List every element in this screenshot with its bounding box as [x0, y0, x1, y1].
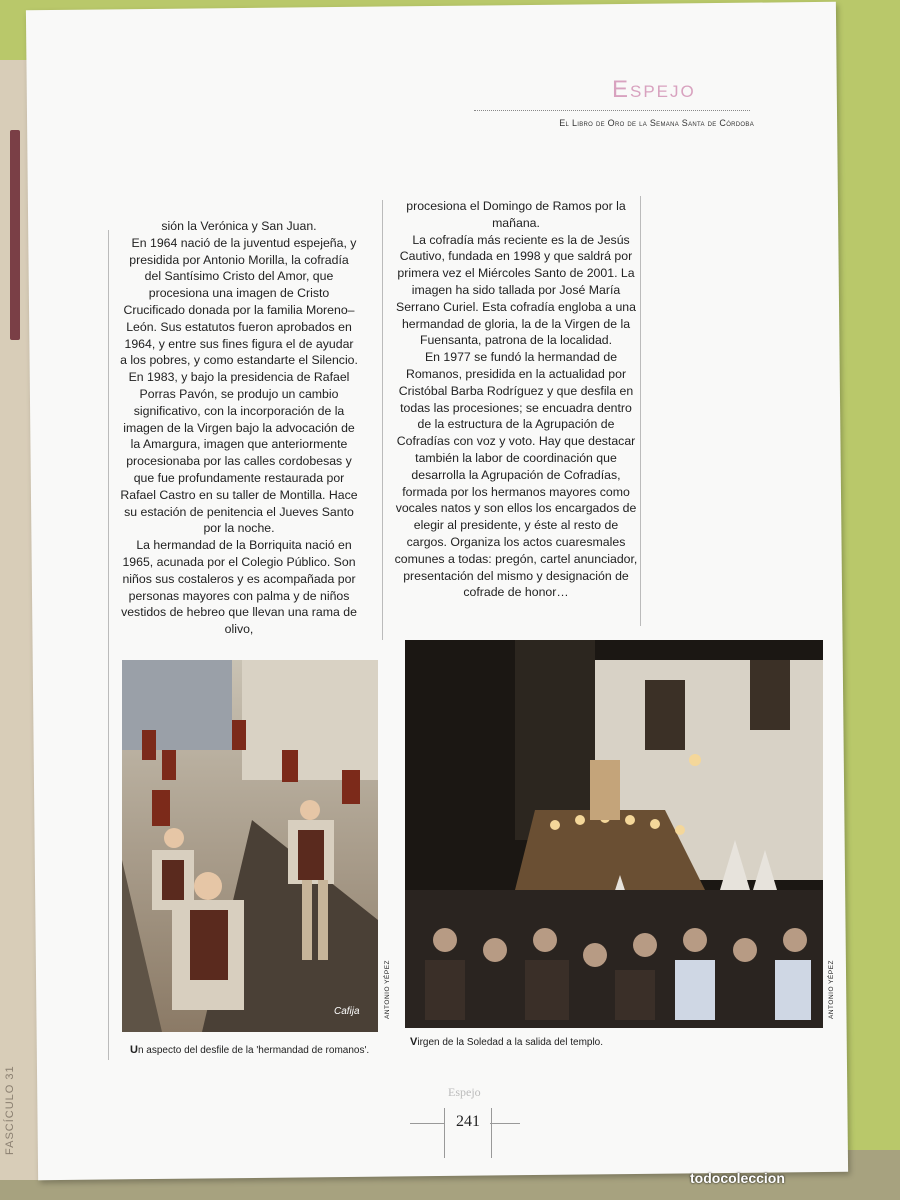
watermark: todocoleccion: [690, 1170, 785, 1186]
photo-virgen-soledad: [405, 640, 823, 1028]
photo-signature: Cafija: [334, 1006, 360, 1017]
spine-label: FASCÍCULO 31: [4, 1065, 16, 1155]
paragraph: En 1964 nació de la juventud espejeña, y presidida por Antonio Morilla, la cofradía del Santísimo Cristo del Amor, que procesiona una imagen de Cristo Crucificado donada por la familia Moreno–León. Sus estatutos fueron aprobados en 1964, y entre sus fines figura el de ayudar a los pobres, y como estandarte el Silencio. En 1983, y bajo la presidencia de Rafael Porras Pavón, se produjo un cambio significativo, con la incorporación de la imagen de la Virgen bajo la advocación de la Amargura, imagen que anteriormente procesionaba por las calles cordobesas y que fue profundamente restaurada por Rafael Castro en su taller de Montilla. Hace su estación de penitencia el Jueves Santo por la noche.: [120, 235, 358, 536]
page-number-rule: [410, 1123, 444, 1124]
header-rule: [474, 110, 750, 111]
photo-caption: Un aspecto del desfile de la 'hermandad de romanos'.: [130, 1044, 370, 1056]
column-divider: [640, 196, 641, 626]
paragraph: En 1977 se fundó la hermandad de Romanos, presidida en la actualidad por Cristóbal Barba Rodríguez y que desfila en todas las procesiones; se encuadra dentro de la estructura de la Agrupación de Cofradías con voz y voto. Hay que destacar también la labor de coordinación que desarrolla la Agrupación de Cofradías, formada por los hermanos mayores como vocales natos y son ellos los encargados de elegir al presidente, y éste al resto de cargos. Organiza los actos cuaresmales comunes a todas: pregón, cartel anunciador, presentación del mismo y designación de cofrade de honor…: [394, 350, 638, 600]
photo-credit: ANTONIO YÉPEZ: [828, 960, 835, 1019]
running-title: Espejo: [448, 1085, 481, 1099]
margin-rule: [108, 230, 109, 1060]
photo-caption: Virgen de la Soledad a la salida del templo.: [410, 1036, 604, 1048]
photo-credit: ANTONIO YÉPEZ: [384, 960, 391, 1019]
section-title: Espejo: [612, 76, 696, 103]
text-column-2: [392, 198, 640, 601]
paragraph: procesiona el Domingo de Ramos por la mañana.: [406, 199, 626, 230]
photo-romanos: [122, 660, 378, 1032]
column-divider: [382, 200, 383, 640]
binder-ribbon: [10, 130, 20, 340]
page-number: 241: [456, 1113, 480, 1130]
paragraph: La hermandad de la Borriquita nació en 1965, acunada por el Colegio Público. Son niños sus costaleros y es acompañada por personas mayores con palma y de niños vestidos de hebreo que llevan una rama de olivo,: [121, 538, 357, 637]
paragraph: sión la Verónica y San Juan.: [161, 219, 317, 233]
book-title: El Libro de Oro de la Semana Santa de Córdoba: [559, 118, 754, 128]
paragraph: La cofradía más reciente es la de Jesús Cautivo, fundada en 1998 y que saldrá por primera vez el Miércoles Santo de 2001. La imagen ha sido tallada por José María Serrano Curiel. Esta cofradía engloba a una hermandad de gloria, la de la Virgen de la Fuensanta, patrona de la localidad.: [396, 232, 636, 348]
page-number-rule: [490, 1123, 520, 1124]
text-column-1: [120, 218, 358, 638]
